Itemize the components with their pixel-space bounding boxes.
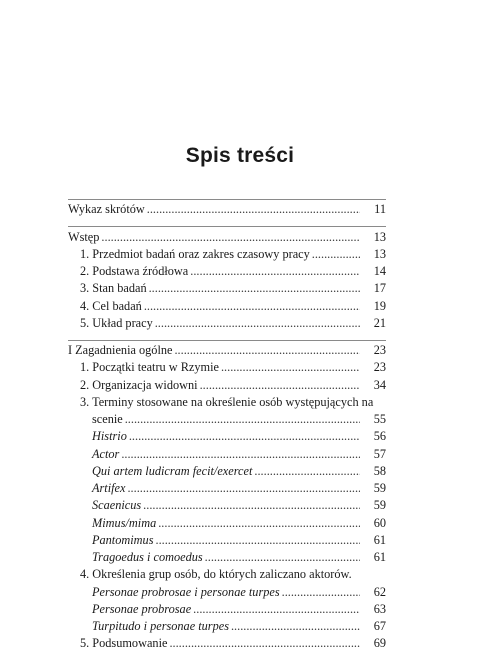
toc-entry[interactable]: [68, 228, 386, 245]
toc-entry-label: 5. Układ pracy: [80, 315, 153, 330]
toc-section: [68, 199, 386, 218]
toc-entry[interactable]: [68, 411, 386, 428]
dot-leader: [200, 377, 360, 394]
toc-entry-page: 14: [373, 264, 386, 278]
toc-entry[interactable]: [68, 394, 386, 411]
toc-entry-page: 23: [373, 343, 386, 357]
toc-entry-page: 19: [373, 298, 386, 313]
toc-entry-label: 3. Terminy stosowane na określenie osób występujących na: [80, 394, 374, 409]
toc-entry-label: 3. Stan badań: [80, 281, 147, 296]
toc-entry-page: 13: [373, 229, 386, 244]
dot-leader: [254, 463, 360, 480]
toc-entry-page: 55: [373, 412, 386, 426]
dot-leader: [149, 280, 360, 297]
dot-leader: [282, 584, 360, 601]
dot-leader: [231, 618, 360, 635]
dot-leader: [205, 549, 360, 566]
dot-leader: [193, 601, 360, 618]
toc-entry-page: 62: [373, 584, 386, 599]
toc-entry[interactable]: [68, 342, 386, 359]
dot-leader: [125, 411, 360, 428]
toc-entry-label: I Zagadnienia ogólne: [68, 343, 173, 357]
toc-entry-page: 57: [373, 446, 386, 461]
dot-leader: [190, 263, 360, 280]
dot-leader: [143, 497, 360, 514]
toc-entry-page: 69: [373, 636, 386, 651]
toc-entry-page: 61: [373, 550, 386, 564]
toc-entry-label: scenie: [92, 412, 123, 426]
toc-entry[interactable]: [68, 246, 386, 263]
toc-entry-label: Personae probrosae: [92, 601, 192, 616]
toc-section: [68, 226, 386, 332]
toc-entry[interactable]: [68, 566, 386, 583]
toc-entry-page: 59: [373, 498, 386, 513]
toc-entry[interactable]: [68, 635, 386, 652]
dot-leader: [221, 359, 360, 376]
toc-entry[interactable]: [68, 263, 386, 280]
toc-entry-page: 61: [373, 532, 386, 547]
dot-leader: [129, 428, 360, 445]
toc-entry[interactable]: [68, 376, 386, 393]
toc-entry-page: 59: [373, 481, 386, 495]
toc-entry-page: 34: [373, 377, 386, 392]
toc-entry-page: 58: [373, 463, 386, 478]
toc-entry-label: Artifex: [92, 481, 126, 495]
dot-leader: [101, 229, 360, 246]
toc-entry[interactable]: [68, 297, 386, 314]
dot-leader: [169, 635, 360, 652]
toc-entry-label: 4. Określenia grup osób, do których zaliczano aktorów.: [80, 567, 352, 582]
toc-entry[interactable]: [68, 359, 386, 376]
toc-entry[interactable]: [68, 315, 386, 332]
toc-entry-label: 2. Organizacja widowni: [80, 377, 198, 392]
toc-entry-label: 4. Cel badań: [80, 298, 142, 313]
toc-entry-page: 56: [373, 429, 386, 444]
toc-entry[interactable]: [68, 280, 386, 297]
dot-leader: [155, 315, 360, 332]
dot-leader: [144, 298, 360, 315]
dot-leader: [174, 342, 360, 359]
toc-entry-page: 23: [373, 360, 386, 375]
toc-entry-label: Tragoedus i comoedus: [92, 550, 203, 564]
toc-entry-label: Turpitudo i personae turpes: [92, 619, 229, 633]
toc-entry-page: 13: [373, 246, 386, 261]
toc-entry-page: 67: [373, 619, 386, 633]
toc-entry[interactable]: [68, 532, 386, 549]
dot-leader: [156, 532, 361, 549]
toc-entry[interactable]: [68, 463, 386, 480]
dot-leader: [121, 446, 360, 463]
toc-entry[interactable]: [68, 480, 386, 497]
toc-entry-label: Mimus/mima: [92, 515, 157, 530]
dot-leader: [127, 480, 360, 497]
toc-entry-label: Scaenicus: [92, 498, 142, 513]
toc-entry-label: Actor: [92, 446, 120, 461]
dot-leader: [312, 246, 360, 263]
toc-entry-label: 1. Początki teatru w Rzymie: [80, 360, 219, 375]
page-title: Spis treści: [185, 144, 295, 167]
toc-entry-page: 60: [373, 515, 386, 530]
toc-entry-label: 1. Przedmiot badań oraz zakres czasowy pracy: [80, 246, 310, 261]
toc-entry-label: Personae probrosae i personae turpes: [92, 584, 280, 599]
toc-entry-label: Histrio: [92, 429, 127, 444]
toc-entry-page: 17: [373, 281, 386, 296]
toc-section: [68, 340, 386, 653]
toc-entry[interactable]: [68, 583, 386, 600]
toc-entry[interactable]: [68, 514, 386, 531]
toc-entry[interactable]: [68, 428, 386, 445]
toc-entry-label: Wykaz skrótów: [68, 202, 145, 217]
toc-entry-label: Qui artem ludicram fecit/exercet: [92, 463, 253, 478]
toc-entry-label: 5. Podsumowanie: [80, 636, 168, 651]
toc-entry[interactable]: [68, 601, 386, 618]
dot-leader: [158, 515, 360, 532]
toc-entry[interactable]: [68, 549, 386, 566]
toc-entry[interactable]: [68, 618, 386, 635]
toc-entry-label: Wstęp: [68, 229, 100, 244]
toc-entry-label: Pantomimus: [92, 532, 154, 547]
toc-entry-page: 21: [373, 315, 386, 330]
table-of-contents: [68, 199, 386, 660]
toc-entry[interactable]: [68, 445, 386, 462]
toc-entry-page: 11: [374, 202, 386, 217]
toc-entry[interactable]: [68, 201, 386, 218]
toc-entry-label: 2. Podstawa źródłowa: [80, 264, 189, 278]
dot-leader: [147, 201, 360, 218]
toc-entry-page: 63: [373, 601, 386, 616]
toc-entry[interactable]: [68, 497, 386, 514]
